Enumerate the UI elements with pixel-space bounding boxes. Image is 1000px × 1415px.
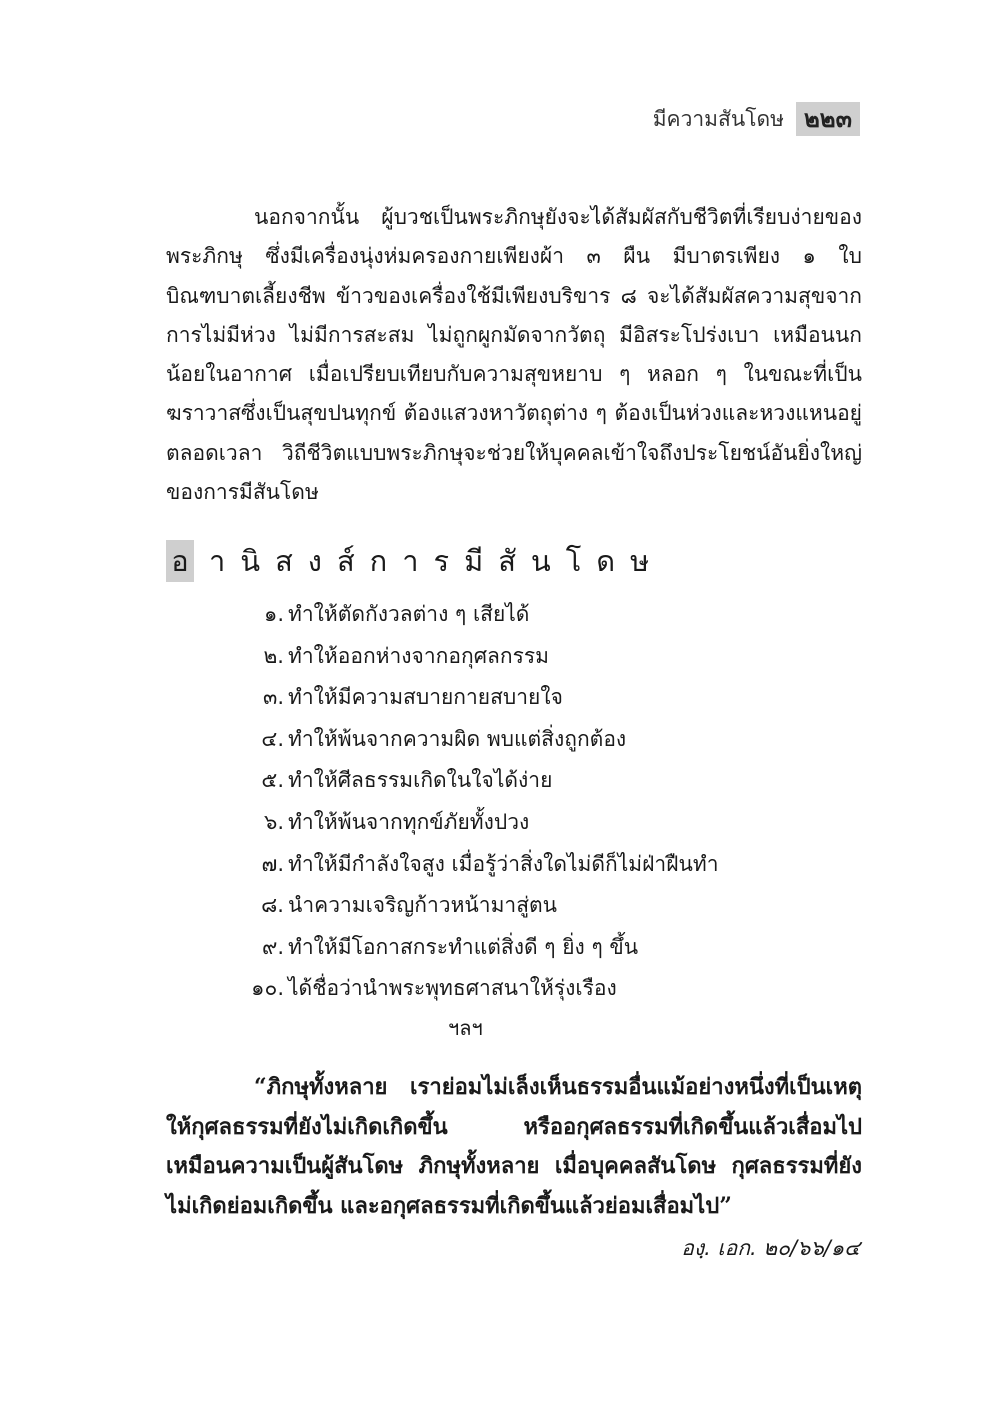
item-text: ทำให้พ้นจากทุกข์ภัยทั้งปวง (288, 809, 530, 834)
item-text: ทำให้มีโอกาสกระทำแต่สิ่งดี ๆ ยิ่ง ๆ ขึ้น (288, 934, 639, 959)
quote-citation: องฺ. เอก. ๒๐/๖๖/๑๔ (681, 1236, 860, 1260)
list-item (240, 968, 719, 1010)
heading-text: านิสงส์การมีสันโดษ (209, 544, 665, 578)
item-number: ๘. (261, 893, 284, 918)
list-item (240, 677, 719, 719)
etc-mark: ฯลฯ (448, 1016, 483, 1040)
item-text: ทำให้พ้นจากความผิด พบแต่สิ่งถูกต้อง (288, 726, 627, 751)
benefits-list (240, 594, 719, 1010)
item-text: ได้ชื่อว่านำพระพุทธศาสนาให้รุ่งเรือง (288, 976, 617, 1001)
list-item (240, 802, 719, 844)
item-number: ๗. (261, 851, 284, 876)
page-number: ๒๒๓ (796, 102, 860, 136)
item-text: ทำให้ออกห่างจากอกุศลกรรม (288, 643, 550, 668)
list-item (240, 927, 719, 969)
list-item (240, 636, 719, 678)
item-number: ๑. (263, 602, 284, 626)
item-number: ๔. (261, 726, 284, 751)
item-number: ๙. (261, 934, 284, 959)
list-item (240, 844, 719, 886)
item-text: ทำให้มีกำลังใจสูง เมื่อรู้ว่าสิ่งใดไม่ดีก็ไม่ฝ่าฝืนทำ (288, 851, 719, 876)
item-number: ๕. (261, 768, 284, 793)
item-text: ทำให้ตัดกังวลต่าง ๆ เสียได้ (288, 602, 530, 626)
item-text: นำความเจริญก้าวหน้ามาสู่ตน (288, 893, 558, 918)
intro-paragraph: นอกจากนั้น ผู้บวชเป็นพระภิกษุยังจะได้สัมผัสกับชีวิตที่เรียบง่ายของพระภิกษุ ซึ่งมีเครื่องนุ่งห่มครองกายเพียงผ้า ๓ ผืน มีบาตรเพียง ๑ ใบ บิณฑบาตเลี้ยงชีพ ข้าวของเครื่องใช้มีเพียงบริขาร ๘ จะได้สัมผัสความสุขจากการไม่มีห่วง ไม่มีการสะสม ไม่ถูกผูกมัดจากวัตถุ มีอิสระโปร่งเบา เหมือนนกน้อยในอากาศ เมื่อเปรียบเทียบกับความสุขหยาบ ๆ หลอก ๆ ในขณะที่เป็นฆราวาสซึ่งเป็นสุขปนทุกข์ ต้องแสวงหาวัตถุต่าง ๆ ต้องเป็นห่วงและหวงแหนอยู่ตลอดเวลา วิถีชีวิตแบบพระภิกษุจะช่วยให้บุคคลเข้าใจถึงประโยชน์อันยิ่งใหญ่ของการมีสันโดษ (166, 205, 862, 505)
item-number: ๑๐. (251, 976, 284, 1001)
page-header (653, 102, 860, 136)
list-item (240, 885, 719, 927)
heading-first-letter: อ (166, 540, 194, 582)
item-number: ๖. (263, 809, 284, 834)
running-title: มีความสันโดษ (652, 106, 784, 131)
quote-text: “ภิกษุทั้งหลาย เราย่อมไม่เล็งเห็นธรรมอื่นแม้อย่างหนึ่งที่เป็นเหตุให้กุศลธรรมที่ยังไม่เกิดเกิดขึ้น หรืออกุศลธรรมที่เกิดขึ้นแล้วเสื่อมไป เหมือนความเป็นผู้สันโดษ ภิกษุทั้งหลาย เมื่อบุคคลสันโดษ กุศลธรรมที่ยังไม่เกิดย่อมเกิดขึ้น และอกุศลธรรมที่เกิดขึ้นแล้วย่อมเสื่อมไป” (166, 1074, 862, 1219)
item-number: ๓. (262, 685, 284, 710)
list-item (240, 594, 719, 636)
section-heading (166, 540, 664, 582)
item-text: ทำให้มีความสบายกายสบายใจ (288, 685, 563, 710)
item-text: ทำให้ศีลธรรมเกิดในใจได้ง่าย (288, 768, 553, 793)
item-number: ๒. (263, 643, 284, 668)
list-item (240, 719, 719, 761)
list-item (240, 760, 719, 802)
